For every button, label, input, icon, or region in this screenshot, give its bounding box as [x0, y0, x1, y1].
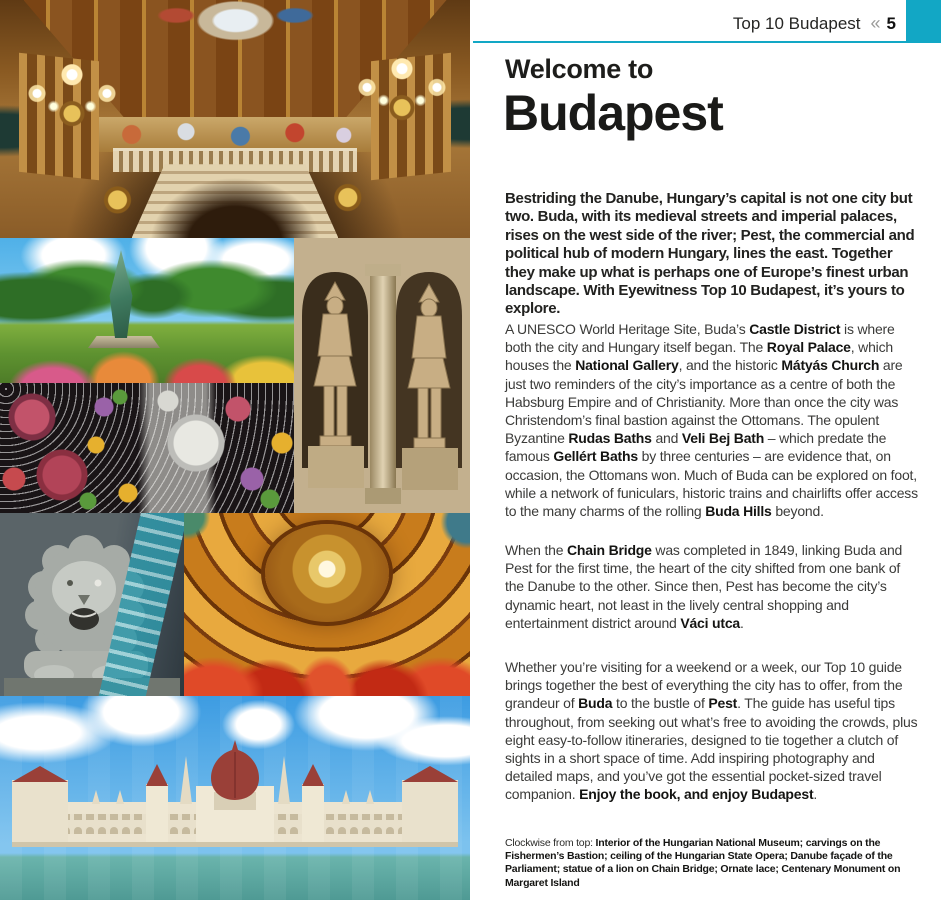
title-kicker: Welcome to [505, 54, 654, 84]
page-header [733, 13, 896, 34]
photo-caption: Clockwise from top: Interior of the Hungarian National Museum; carvings on the Fishermen’s Bastion; ceiling of the Hungarian State Opera; Danube façade of the Parliament; statue of a lion on Chain Bridge; Ornate lace; Centenary Monument on Margaret Island [505, 836, 901, 889]
page-title: Budapest [503, 85, 723, 141]
knight-statues-graphic [294, 238, 470, 513]
chandelier-right [356, 50, 448, 122]
paragraph-guide-overview: Whether you’re visiting for a weekend or a week, our Top 10 guide brings together the best of everything the city has to offer, from the grandeur of Buda to the bustle of Pest. The guide has useful tips throughout, from seeking out what’s free to avoiding the crowds, plus eight easy-to-follow itineraries, designed to tie together a clutch of sights in a short space of time. Add inspiring photography and detailed maps, and you’ve got the essential pocket-sized travel companion. Enjoy the book, and enjoy Budapest. [505, 659, 918, 803]
opera-dome [265, 524, 389, 622]
photo-fishermens-bastion-carvings [294, 238, 470, 513]
photo-chain-bridge-lion [0, 513, 184, 696]
paragraph-chain-bridge: When the Chain Bridge was completed in 1849, linking Buda and Pest for the first time, the heart of the city shifted from one bank of the Danube to the other. Since then, Pest has become the city’s dynamic heart, not least in the lively central shopping and entertainment district around Váci utca. [505, 542, 903, 631]
photo-ornate-lace [0, 383, 294, 513]
chevrons-icon: « [870, 13, 881, 33]
paragraph-buda-history: A UNESCO World Heritage Site, Buda’s Castle District is where both the city and Hungary itself began. The Royal Palace, which houses the National Gallery, and the historic Mátyás Church are just two reminders of the city’s importance as a centre of both the Habsburg Empire and of Christianity. More than once the city was Christendom’s final bastion against the Ottomans. The opulent Byzantine Rudas Baths and Veli Bej Bath – which predate the famous Gellért Baths by three centuries – are evidence that, on occasion, the Ottomans won. Much of Buda can be explored on foot, while a network of funiculars, historic trains and chairlifts offer access to the many charms of the rolling Buda Hills beyond. [505, 321, 918, 520]
parliament-building-graphic [0, 740, 470, 860]
intro-paragraph: Bestriding the Danube, Hungary’s capital is not one city but two. Buda, with its medieval streets and imperial palaces, rises on the west side of the river; Pest, the commercial and political hub of modern Hungary, lines the east. Together they make up what is perhaps one of Europe’s finest urban landscape. With Eyewitness Top 10 Budapest, it’s yours to explore. [505, 190, 915, 318]
centenary-monument [106, 250, 136, 338]
chandelier-left [26, 56, 118, 128]
page-number: 5 [886, 14, 896, 33]
header-rule [473, 41, 941, 43]
photo-parliament [0, 696, 470, 900]
photo-centenary-monument-park [0, 238, 294, 383]
running-head: Top 10 Budapest [732, 14, 861, 33]
photo-opera-ceiling [184, 513, 470, 696]
corner-tab [906, 0, 941, 41]
museum-staircase [132, 164, 339, 238]
text-column [470, 0, 941, 900]
photo-collage [0, 0, 470, 900]
photo-museum-interior [0, 0, 470, 238]
